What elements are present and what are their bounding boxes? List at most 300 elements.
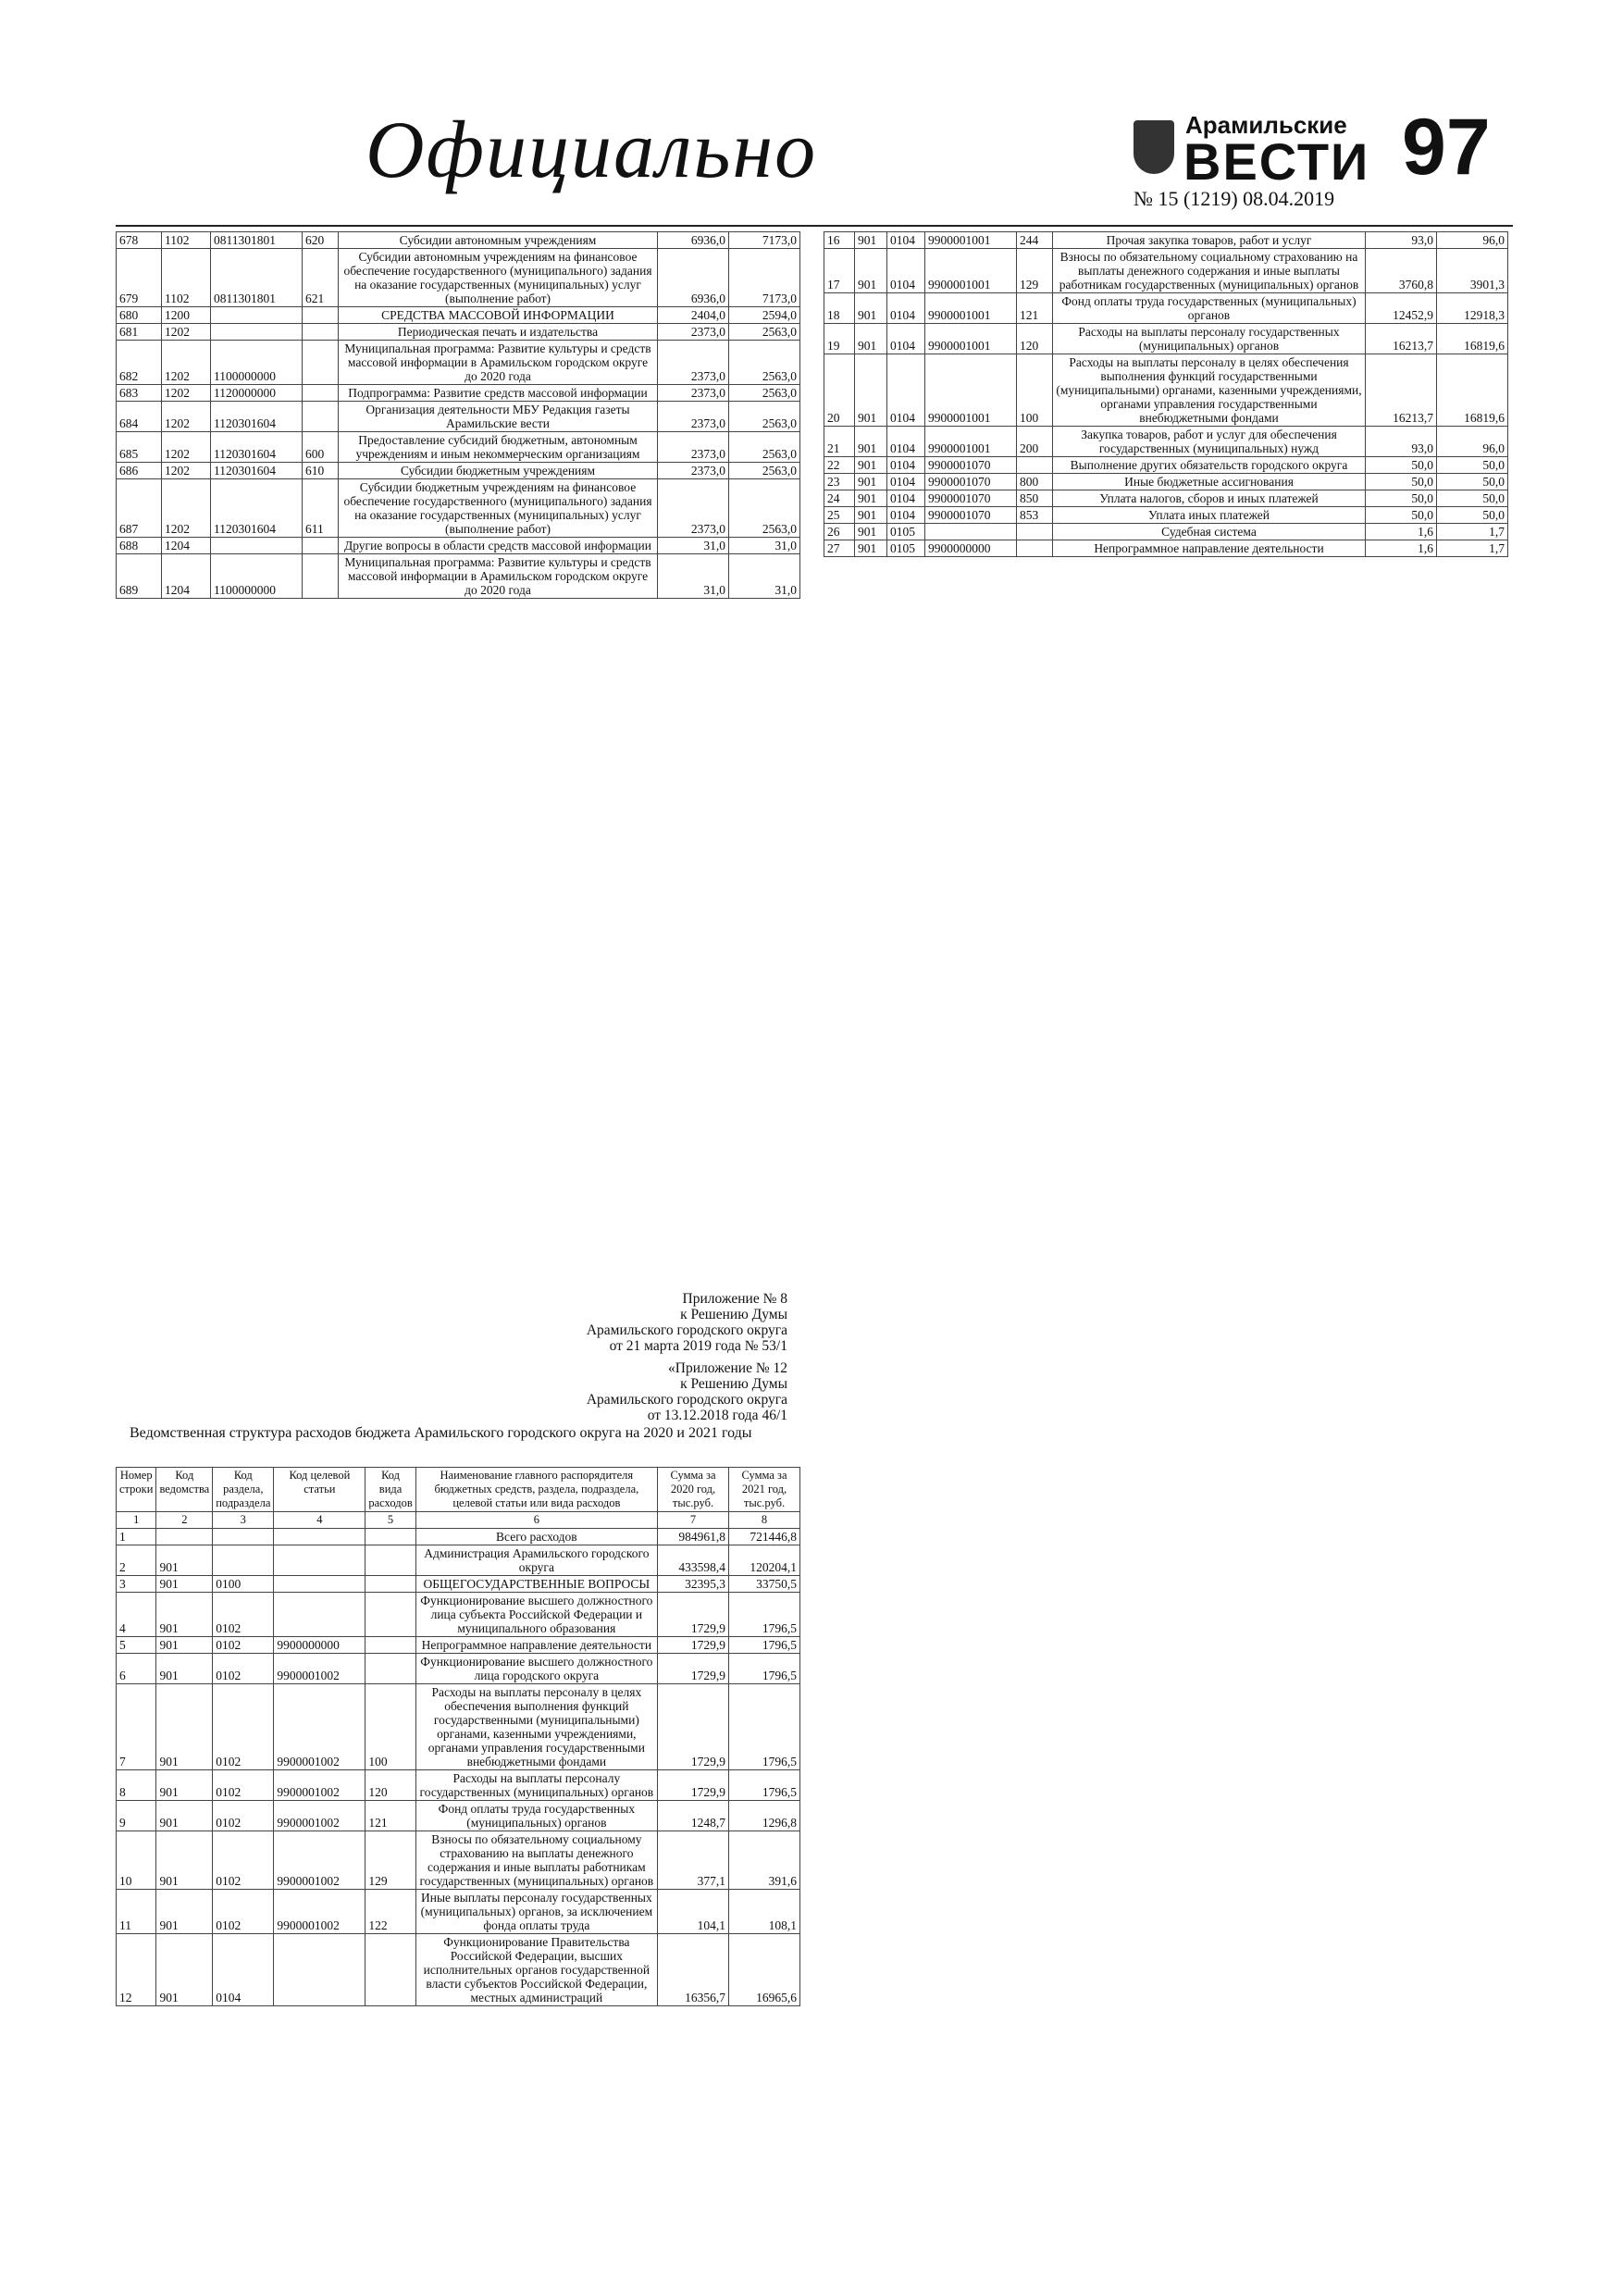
row-description: Другие вопросы в области средств массовой информации [339, 538, 658, 554]
row-code [303, 538, 339, 554]
row-code [211, 538, 303, 554]
row-amount-2020: 93,0 [1366, 232, 1437, 249]
row-description: Уплата иных платежей [1053, 507, 1366, 524]
row-code [274, 1529, 365, 1545]
row-amount-2021: 108,1 [729, 1890, 800, 1934]
table-row [117, 1890, 800, 1934]
row-code: 0102 [213, 1637, 274, 1654]
row-description: Субсидии бюджетным учреждениям [339, 463, 658, 479]
row-code: 901 [855, 457, 887, 474]
table-row [824, 457, 1508, 474]
row-code: 1202 [162, 385, 211, 402]
row-code [925, 524, 1017, 540]
row-code: 9900001001 [925, 354, 1017, 427]
row-description: Расходы на выплаты персоналу государственных (муниципальных) органов [1053, 324, 1366, 354]
row-description: Взносы по обязательному социальному страхованию на выплаты денежного содержания и иные выплаты работникам государственных (муниципальных) органов [415, 1831, 657, 1890]
row-description: Иные выплаты персоналу государственных (муниципальных) органов, за исключением фонда оплаты труда [415, 1890, 657, 1934]
row-amount-2020: 50,0 [1366, 490, 1437, 507]
row-code: 24 [824, 490, 855, 507]
row-amount-2021: 1,7 [1437, 540, 1508, 557]
row-description: Прочая закупка товаров, работ и услуг [1053, 232, 1366, 249]
row-code: 853 [1017, 507, 1053, 524]
row-amount-2020: 32395,3 [658, 1576, 729, 1593]
row-code: 611 [303, 479, 339, 538]
row-code: 120 [1017, 324, 1053, 354]
row-code: 244 [1017, 232, 1053, 249]
row-description: Функционирование Правительства Российской Федерации, высших исполнительных органов государственной власти субъектов Российской Федерации, местных администраций [415, 1934, 657, 2006]
table-row [824, 427, 1508, 457]
row-amount-2021: 2563,0 [729, 385, 800, 402]
colnum-cell: 2 [156, 1512, 213, 1529]
row-code: 6 [117, 1654, 156, 1684]
row-code [156, 1529, 213, 1545]
row-code: 678 [117, 232, 162, 249]
table-row [824, 232, 1508, 249]
row-code [211, 307, 303, 324]
table-row [824, 490, 1508, 507]
table-row [824, 354, 1508, 427]
row-amount-2020: 2373,0 [658, 479, 729, 538]
row-amount-2020: 50,0 [1366, 507, 1437, 524]
row-amount-2021: 50,0 [1437, 490, 1508, 507]
row-description: Уплата налогов, сборов и иных платежей [1053, 490, 1366, 507]
row-code: 9900001002 [274, 1801, 365, 1831]
row-code: 9900000000 [274, 1637, 365, 1654]
row-description: Взносы по обязательному социальному страхованию на выплаты денежного содержания и иные выплаты работникам государственных (муниципальных) органов [1053, 249, 1366, 293]
table-header-row [117, 1468, 800, 1512]
row-amount-2021: 50,0 [1437, 474, 1508, 490]
row-amount-2021: 391,6 [729, 1831, 800, 1890]
row-code: 1120301604 [211, 479, 303, 538]
row-code [303, 402, 339, 432]
row-code: 850 [1017, 490, 1053, 507]
row-amount-2020: 377,1 [658, 1831, 729, 1890]
row-amount-2021: 16819,6 [1437, 324, 1508, 354]
row-amount-2020: 31,0 [658, 554, 729, 599]
issue-info: № 15 (1219) 08.04.2019 [1134, 187, 1335, 210]
row-amount-2021: 2563,0 [729, 402, 800, 432]
row-description: Расходы на выплаты персоналу в целях обеспечения выполнения функций государственными (муниципальными) органами, казенными учреждениями, органами управления государственными внебюджетными фондами [1053, 354, 1366, 427]
row-code [1017, 457, 1053, 474]
row-code: 9900001001 [925, 427, 1017, 457]
table-row [824, 474, 1508, 490]
row-code: 610 [303, 463, 339, 479]
table-row [117, 1529, 800, 1545]
row-code: 9900001001 [925, 249, 1017, 293]
table-row [824, 293, 1508, 324]
colnum-cell: 6 [415, 1512, 657, 1529]
table-row [117, 402, 800, 432]
row-code: 901 [855, 474, 887, 490]
header-cell: Сумма за 2021 год, тыс.руб. [729, 1468, 800, 1512]
row-code: 0104 [887, 490, 925, 507]
row-code: 679 [117, 249, 162, 307]
row-code: 0102 [213, 1831, 274, 1890]
colnum-cell: 5 [365, 1512, 415, 1529]
row-amount-2020: 1729,9 [658, 1654, 729, 1684]
row-code: 901 [855, 354, 887, 427]
row-code: 129 [1017, 249, 1053, 293]
row-description: Подпрограмма: Развитие средств массовой информации [339, 385, 658, 402]
row-description: Непрограммное направление деятельности [415, 1637, 657, 1654]
row-amount-2021: 120204,1 [729, 1545, 800, 1576]
row-code: 100 [1017, 354, 1053, 427]
table-row [117, 1831, 800, 1890]
row-code: 0104 [887, 324, 925, 354]
colnum-cell: 7 [658, 1512, 729, 1529]
budget-table-bottom-left [116, 1467, 800, 2006]
row-code [274, 1593, 365, 1637]
table-row [824, 324, 1508, 354]
row-code: 0102 [213, 1684, 274, 1770]
row-code: 688 [117, 538, 162, 554]
row-code: 9900001070 [925, 507, 1017, 524]
page-number: 97 [1402, 103, 1491, 192]
row-code: 1102 [162, 232, 211, 249]
row-code [213, 1529, 274, 1545]
header-cell: Номер строки [117, 1468, 156, 1512]
row-amount-2021: 1796,5 [729, 1654, 800, 1684]
row-code: 901 [156, 1934, 213, 2006]
row-description: Организация деятельности МБУ Редакция газеты Арамильские вести [339, 402, 658, 432]
row-description: Субсидии автономным учреждениям на финансовое обеспечение государственного (муниципального) задания на оказание государственных (муниципальных) услуг (выполнение работ) [339, 249, 658, 307]
row-code: 0104 [213, 1934, 274, 2006]
row-code: 9900001002 [274, 1831, 365, 1890]
header-cell: Код целевой статьи [274, 1468, 365, 1512]
row-amount-2021: 12918,3 [1437, 293, 1508, 324]
row-code: 0104 [887, 293, 925, 324]
row-code: 0811301801 [211, 232, 303, 249]
row-code: 901 [156, 1770, 213, 1801]
row-code: 680 [117, 307, 162, 324]
row-code: 0104 [887, 427, 925, 457]
row-code [303, 307, 339, 324]
row-code [274, 1576, 365, 1593]
row-code: 7 [117, 1684, 156, 1770]
row-code: 901 [156, 1593, 213, 1637]
row-code: 1120301604 [211, 463, 303, 479]
row-amount-2021: 96,0 [1437, 427, 1508, 457]
row-amount-2021: 7173,0 [729, 249, 800, 307]
row-code: 0104 [887, 474, 925, 490]
row-code: 9900001002 [274, 1684, 365, 1770]
row-code [365, 1934, 415, 2006]
row-code: 681 [117, 324, 162, 341]
appendix-8-note: Приложение № 8 к Решению Думы Арамильского городского округа от 21 марта 2019 года № 53/1 [586, 1291, 787, 1354]
logo-small-text: Арамильские [1185, 111, 1347, 139]
row-amount-2021: 3901,3 [1437, 249, 1508, 293]
row-amount-2020: 2373,0 [658, 341, 729, 385]
row-description: Судебная система [1053, 524, 1366, 540]
row-code [303, 554, 339, 599]
row-amount-2020: 2373,0 [658, 463, 729, 479]
row-code: 9900001001 [925, 293, 1017, 324]
table-row [117, 1684, 800, 1770]
row-amount-2021: 2563,0 [729, 463, 800, 479]
row-code [1017, 524, 1053, 540]
row-code: 129 [365, 1831, 415, 1890]
table-row [117, 1654, 800, 1684]
row-code: 9900001002 [274, 1890, 365, 1934]
row-code: 901 [855, 490, 887, 507]
appendix-12-note: «Приложение № 12 к Решению Думы Арамильского городского округа от 13.12.2018 года 46/1 [586, 1360, 787, 1423]
row-amount-2020: 50,0 [1366, 474, 1437, 490]
row-code [274, 1934, 365, 2006]
row-code: 901 [156, 1654, 213, 1684]
row-amount-2020: 433598,4 [658, 1545, 729, 1576]
colnum-cell: 4 [274, 1512, 365, 1529]
budget-table-top-left [116, 231, 800, 599]
row-code: 901 [855, 249, 887, 293]
row-amount-2020: 1248,7 [658, 1801, 729, 1831]
row-code: 1202 [162, 324, 211, 341]
row-code: 800 [1017, 474, 1053, 490]
row-amount-2020: 2373,0 [658, 324, 729, 341]
row-amount-2020: 1,6 [1366, 524, 1437, 540]
budget-table-right [824, 231, 1508, 557]
row-amount-2020: 984961,8 [658, 1529, 729, 1545]
row-code: 0105 [887, 540, 925, 557]
row-code: 25 [824, 507, 855, 524]
table-row [117, 432, 800, 463]
row-code: 120 [365, 1770, 415, 1801]
section-title: Официально [365, 105, 818, 195]
row-code: 0104 [887, 457, 925, 474]
table-row [117, 1576, 800, 1593]
row-code [303, 324, 339, 341]
row-code: 1102 [162, 249, 211, 307]
row-code: 5 [117, 1637, 156, 1654]
row-code: 1202 [162, 432, 211, 463]
row-amount-2021: 7173,0 [729, 232, 800, 249]
row-amount-2021: 96,0 [1437, 232, 1508, 249]
row-amount-2020: 3760,8 [1366, 249, 1437, 293]
row-code: 1100000000 [211, 341, 303, 385]
table-row [824, 524, 1508, 540]
row-amount-2021: 2563,0 [729, 479, 800, 538]
table-row [117, 1770, 800, 1801]
row-code [303, 385, 339, 402]
table-row [824, 507, 1508, 524]
table-row [117, 307, 800, 324]
row-code: 1202 [162, 402, 211, 432]
row-code: 1120301604 [211, 432, 303, 463]
row-code: 600 [303, 432, 339, 463]
row-description: Администрация Арамильского городского округа [415, 1545, 657, 1576]
row-amount-2021: 1796,5 [729, 1593, 800, 1637]
row-code: 620 [303, 232, 339, 249]
row-description: Субсидии автономным учреждениям [339, 232, 658, 249]
row-amount-2021: 2563,0 [729, 324, 800, 341]
row-description: Закупка товаров, работ и услуг для обеспечения государственных (муниципальных) нужд [1053, 427, 1366, 457]
row-code: 22 [824, 457, 855, 474]
row-code: 901 [855, 524, 887, 540]
row-amount-2020: 2373,0 [658, 402, 729, 432]
table-row [117, 1545, 800, 1576]
row-code: 16 [824, 232, 855, 249]
row-code: 901 [156, 1545, 213, 1576]
row-amount-2020: 93,0 [1366, 427, 1437, 457]
row-code: 200 [1017, 427, 1053, 457]
row-amount-2021: 1,7 [1437, 524, 1508, 540]
row-code: 901 [855, 324, 887, 354]
row-code: 121 [365, 1801, 415, 1831]
row-amount-2020: 1729,9 [658, 1637, 729, 1654]
header-cell: Наименование главного распорядителя бюджетных средств, раздела, подраздела, целевой статьи или вида расходов [415, 1468, 657, 1512]
row-amount-2021: 1796,5 [729, 1637, 800, 1654]
row-code: 901 [156, 1637, 213, 1654]
row-code: 1202 [162, 341, 211, 385]
row-description: Расходы на выплаты персоналу в целях обеспечения выполнения функций государственными (муниципальными) органами, казенными учреждениями, органами управления государственными внебюджетными фондами [415, 1684, 657, 1770]
row-code: 121 [1017, 293, 1053, 324]
table-row [117, 538, 800, 554]
table-row [117, 479, 800, 538]
row-code: 901 [156, 1831, 213, 1890]
row-code: 901 [156, 1684, 213, 1770]
row-amount-2020: 6936,0 [658, 249, 729, 307]
row-code: 1202 [162, 463, 211, 479]
coat-of-arms-icon [1134, 120, 1174, 174]
row-code: 0104 [887, 232, 925, 249]
row-code: 9900001001 [925, 324, 1017, 354]
table-row [117, 1801, 800, 1831]
row-code: 23 [824, 474, 855, 490]
row-amount-2021: 33750,5 [729, 1576, 800, 1593]
row-code: 0102 [213, 1890, 274, 1934]
row-code: 0102 [213, 1654, 274, 1684]
row-code: 901 [156, 1890, 213, 1934]
row-code [303, 341, 339, 385]
row-code: 689 [117, 554, 162, 599]
table-row [117, 232, 800, 249]
table-row [117, 554, 800, 599]
table-row [824, 540, 1508, 557]
row-code: 901 [855, 507, 887, 524]
row-code: 10 [117, 1831, 156, 1890]
row-code: 9900001002 [274, 1654, 365, 1684]
row-code: 901 [855, 293, 887, 324]
row-description: Расходы на выплаты персоналу государственных (муниципальных) органов [415, 1770, 657, 1801]
row-code: 0102 [213, 1593, 274, 1637]
row-code: 9900001070 [925, 457, 1017, 474]
row-description: ОБЩЕГОСУДАРСТВЕННЫЕ ВОПРОСЫ [415, 1576, 657, 1593]
table-caption: Ведомственная структура расходов бюджета Арамильского городского округа на 2020 и 2021 годы [130, 1425, 752, 1441]
row-amount-2020: 2373,0 [658, 432, 729, 463]
table-row [117, 385, 800, 402]
row-code: 12 [117, 1934, 156, 2006]
row-code: 682 [117, 341, 162, 385]
row-code: 0104 [887, 249, 925, 293]
row-code: 27 [824, 540, 855, 557]
row-amount-2020: 31,0 [658, 538, 729, 554]
row-code: 21 [824, 427, 855, 457]
header-cell: Код вида расходов [365, 1468, 415, 1512]
row-code: 9900001002 [274, 1770, 365, 1801]
row-code: 0102 [213, 1770, 274, 1801]
row-description: Предоставление субсидий бюджетным, автономным учреждениям и иным некоммерческим организациям [339, 432, 658, 463]
row-code: 1204 [162, 538, 211, 554]
row-code: 100 [365, 1684, 415, 1770]
row-code: 19 [824, 324, 855, 354]
row-code: 621 [303, 249, 339, 307]
row-code: 20 [824, 354, 855, 427]
row-description: Выполнение других обязательств городского округа [1053, 457, 1366, 474]
row-code [365, 1593, 415, 1637]
row-code: 0102 [213, 1801, 274, 1831]
row-amount-2020: 1,6 [1366, 540, 1437, 557]
row-code: 17 [824, 249, 855, 293]
table-row [824, 249, 1508, 293]
row-description: Фонд оплаты труда государственных (муниципальных) органов [415, 1801, 657, 1831]
row-amount-2020: 16356,7 [658, 1934, 729, 2006]
row-code: 685 [117, 432, 162, 463]
row-code: 901 [156, 1801, 213, 1831]
row-code: 901 [156, 1576, 213, 1593]
row-code: 1202 [162, 479, 211, 538]
row-code [365, 1529, 415, 1545]
table-colnum-row [117, 1512, 800, 1529]
row-amount-2020: 2404,0 [658, 307, 729, 324]
row-code: 9 [117, 1801, 156, 1831]
row-code: 684 [117, 402, 162, 432]
colnum-cell: 8 [729, 1512, 800, 1529]
row-code: 686 [117, 463, 162, 479]
row-code: 9900001070 [925, 490, 1017, 507]
row-amount-2020: 1729,9 [658, 1684, 729, 1770]
row-description: Муниципальная программа: Развитие культуры и средств массовой информации в Арамильском городском округе до 2020 года [339, 554, 658, 599]
row-description: Муниципальная программа: Развитие культуры и средств массовой информации в Арамильском городском округе до 2020 года [339, 341, 658, 385]
row-description: Непрограммное направление деятельности [1053, 540, 1366, 557]
row-amount-2021: 31,0 [729, 538, 800, 554]
row-amount-2021: 2594,0 [729, 307, 800, 324]
header-cell: Код раздела, подраздела [213, 1468, 274, 1512]
row-code: 1200 [162, 307, 211, 324]
row-amount-2021: 721446,8 [729, 1529, 800, 1545]
row-code: 901 [855, 540, 887, 557]
row-amount-2021: 1796,5 [729, 1770, 800, 1801]
row-description: Фонд оплаты труда государственных (муниципальных) органов [1053, 293, 1366, 324]
table-row [117, 1593, 800, 1637]
table-row [117, 324, 800, 341]
row-code [365, 1576, 415, 1593]
row-amount-2021: 50,0 [1437, 457, 1508, 474]
row-code: 0104 [887, 507, 925, 524]
row-code: 3 [117, 1576, 156, 1593]
row-code [365, 1545, 415, 1576]
row-amount-2021: 16819,6 [1437, 354, 1508, 427]
row-amount-2020: 1729,9 [658, 1770, 729, 1801]
row-code [365, 1654, 415, 1684]
row-description: СРЕДСТВА МАССОВОЙ ИНФОРМАЦИИ [339, 307, 658, 324]
row-code: 122 [365, 1890, 415, 1934]
row-description: Периодическая печать и издательства [339, 324, 658, 341]
row-code: 9900000000 [925, 540, 1017, 557]
row-description: Субсидии бюджетным учреждениям на финансовое обеспечение государственного (муниципального) задания на оказание государственных (муниципальных) услуг (выполнение работ) [339, 479, 658, 538]
row-code: 11 [117, 1890, 156, 1934]
row-code: 683 [117, 385, 162, 402]
row-code [274, 1545, 365, 1576]
row-code: 0105 [887, 524, 925, 540]
row-description: Всего расходов [415, 1529, 657, 1545]
row-amount-2020: 104,1 [658, 1890, 729, 1934]
row-code: 1100000000 [211, 554, 303, 599]
row-code: 1204 [162, 554, 211, 599]
row-amount-2021: 16965,6 [729, 1934, 800, 2006]
row-amount-2020: 16213,7 [1366, 354, 1437, 427]
row-amount-2021: 1796,5 [729, 1684, 800, 1770]
row-code: 2 [117, 1545, 156, 1576]
table-row [117, 341, 800, 385]
